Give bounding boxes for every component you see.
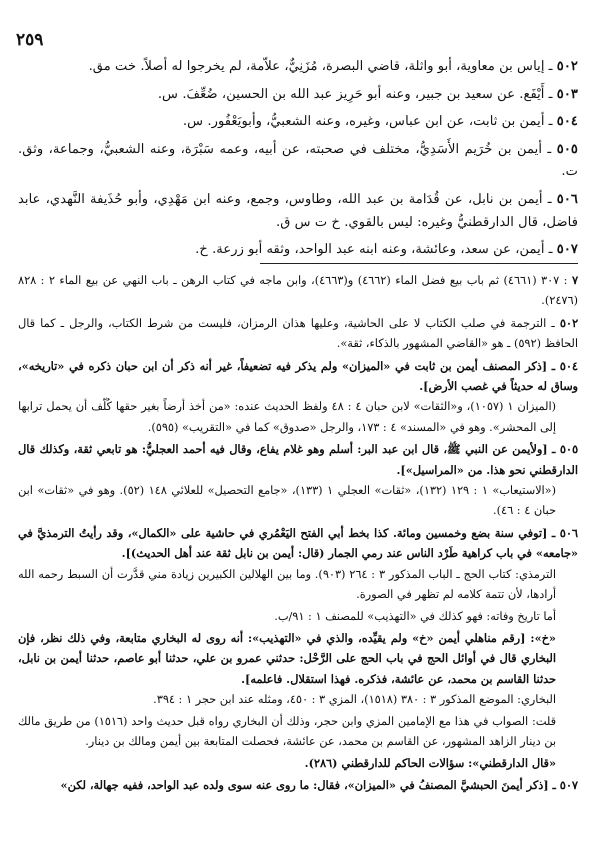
footnote-text: ـ [ذكر أيمنَ الحبشيَّ المصنفُ في «الميزان»، فقال: ما روى عنه سوى ولده عبد الواحد، ففيه جهالة، لكن» (60, 777, 556, 792)
entry (18, 189, 578, 234)
entry-text: ـ أيمن بن ثابت، عن ابن عباس، وغيره، وعنه الشعبيُّ، وأبويَعْفُور. س. (182, 114, 553, 130)
footnote-number: ٥٠٥ (559, 442, 579, 457)
footnote-text: أما تاريخ وفاته: فهو كذلك في «التهذيب» للمصنف ١ : ٩١/ب. (274, 609, 556, 623)
footnote-continuation (18, 607, 578, 627)
entry (18, 56, 578, 79)
footnote-continuation (18, 712, 578, 753)
footnote (18, 523, 578, 564)
footnote-continuation (18, 628, 578, 689)
entry-text: ـ أَيْفَع. عن سعيد بن جبير، وعنه أبو حَرِيز عبد الله بن الحسين، ضُعِّفَ. س. (157, 86, 553, 102)
footnote-text: ـ [ذكر المصنف أيمن بن ثابت في «الميزان» ولم يذكر فيه تضعيفاً، غير أنه ذكر أن ابن حبان ذكره في «تاريخه»، وساق له حديثاً في غصب الأرض]. (18, 358, 578, 394)
footnote-continuation (18, 481, 578, 522)
footnote-number: ٥٠٧ (559, 777, 578, 792)
footnote (18, 439, 578, 480)
main-entries (18, 56, 578, 267)
footnote-continuation (18, 753, 578, 773)
footnote-text: «خ»: [رقم مناهلي أيمن «خ» ولم يقيِّده، والذي في «التهذيب»: أنه روى له البخاري متابعة، وفي ذلك نظر، فإن البخاري قال في أوائل الحج في باب الحج على الرَّحْل: حدثني عمرو بن علي، حدثنا أبو عاصم، حدثنا أيمن بن نابل، حدثنا القاسم بن محمد، عن عائشة، فذكره. فهذا استقلال. فاعلمه]. (18, 630, 556, 686)
entry (18, 111, 578, 134)
footnote-number: ٥٠٤ (559, 358, 578, 373)
footnote-text: : ٣٠٧ (٤٦٦١) ثم باب بيع فضل الماء (٤٦٦٢) و(٤٦٦٣)، وابن ماجه في كتاب الرهن ـ باب النهي عن بيع الماء ٢ : ٨٢٨ (٢٤٧٦). (18, 274, 578, 308)
footnotes (18, 270, 578, 796)
entry-number: ٥٠٣ (556, 86, 578, 102)
footnote-text: (الميزان ١ (١٠٥٧)، و«الثقات» لابن حبان ٤ : ٤٨ ولفظ الحديث عنده: «من أخذ أرضاً بغير حقها كُلّف أن يحمل ترابها إلى المحشر». وهو في «المسند» ٤ : ١٧٣، والرجل «صدوق» كما في «التقريب» (٥٩٥). (18, 400, 557, 434)
entry-number: ٥٠٧ (556, 242, 578, 258)
footnote-text: قلت: الصواب في هذا مع الإمامين المزي وابن حجر، وذلك أن البخاري رواه قبل حديث واحد (١٥١٦) من طريق مالك بن دينار الزاهد المشهور، عن القاسم بن محمد، عن عائشة، فحصلت المتابعة بين أيمن ومالك بن دينار. (18, 714, 556, 748)
entry-number: ٥٠٦ (556, 191, 578, 207)
footnote-text: الترمذي: كتاب الحج ـ الباب المذكور ٣ : ٢٦٤ (٩٠٣). وما بين الهلالين الكبيرين زيادة مني قدَّرت أن السبط رحمه الله أرادها، لأن تتمة كلامه لم تظهر في الصورة. (18, 567, 557, 602)
entry (18, 239, 578, 262)
entry (18, 84, 578, 107)
footnote (18, 356, 578, 397)
footnote-text: ـ [ولأيمن عن النبي ﷺ، قال ابن عبد البر: أسلم وهو غلام يفاع، وقال فيه أحمد العجليُّ: هو تابعي ثقة، وكذلك قال الدارقطني نحو هذا. من «المراسيل»]. (18, 442, 578, 477)
footnote-text: ـ [توفي سنة بضع وخمسين ومائة. كذا بخط أبي الفتح اليَعْمُري في حاشية على «الكمال»، وقد رأيتُ الترمذيَّ في «جامعه» في باب كراهية طَرْد الناس عند رمي الجمار (قال: أيمن بن نابل ثقة عند أهل الحديث)]. (18, 525, 578, 561)
entry-text: ـ أيمن، عن سعد، وعائشة، وعنه ابنه عبد الواحد، وثقه أبو زرعة. خ. (195, 242, 553, 258)
entry-text: ـ إياس بن معاوية، أبو واثلة، قاضي البصرة، مُزَنِيٌّ، علاّمة، لم يخرجوا له أصلاً. خت مق. (88, 59, 553, 74)
entry-number: ٥٠٤ (556, 114, 578, 130)
footnote-text: («الاستيعاب» ١ : ١٢٩ (١٣٢)، «ثقات» العجلي ١ (١٣٣)، «جامع التحصيل» للعلائي ١٤٨ (٥٢). وهو في «ثقات» ابن حبان ٤ : ٤٦). (18, 484, 556, 518)
footnote-divider (260, 263, 578, 264)
page-number: ٢٥٩ (16, 30, 44, 50)
entry-text: ـ أيمن بن خُرَيم الأَسَدِيُّ، مختلف في صحبته، عن أبيه، وعمه سَبْرَة، وعنه الشعبيُّ، وجماعة، وثق. ت. (18, 141, 578, 180)
footnote (18, 270, 578, 312)
footnote-text: «قال الدارقطني»: سؤالات الحاكم للدارقطني (٢٨٦). (304, 756, 556, 771)
footnote-number: ٧ (571, 273, 579, 287)
footnote-continuation (18, 565, 578, 606)
entry-number: ٥٠٥ (556, 141, 578, 157)
footnote-text: البخاري: الموضع المذكور ٣ : ٣٨٠ (١٥١٨)، المزي ٣ : ٤٥٠، ومثله عند ابن حجر ١ : ٣٩٤. (153, 693, 556, 707)
entry-number: ٥٠٢ (556, 59, 578, 74)
footnote-continuation (18, 397, 578, 438)
footnote-number: ٥٠٢ (559, 315, 579, 330)
footnote-continuation (18, 690, 578, 710)
footnote (18, 313, 578, 355)
entry (18, 139, 578, 184)
footnote-number: ٥٠٦ (559, 525, 578, 540)
entry-text: ـ أيمن بن نابل، عن قُدَامة بن عبد الله، وطاوس، وجمع، وعنه ابن مَهْدِي، وأبو حُذَيفة النَّهدي، عابد فاضل، قال الدارقطنيُّ وغيره: ليس بالقوي. خ ت س ق. (18, 191, 578, 230)
footnote-text: ـ الترجمة في صلب الكتاب لا على الحاشية، وعليها هذان الرمزان، فليست من شرط الكتاب، والرجل ـ كما قال الحافظ (٥٩٢) ـ هو «القاضي المشهور بالذكاء، ثقة». (18, 316, 578, 351)
footnote (18, 775, 578, 795)
